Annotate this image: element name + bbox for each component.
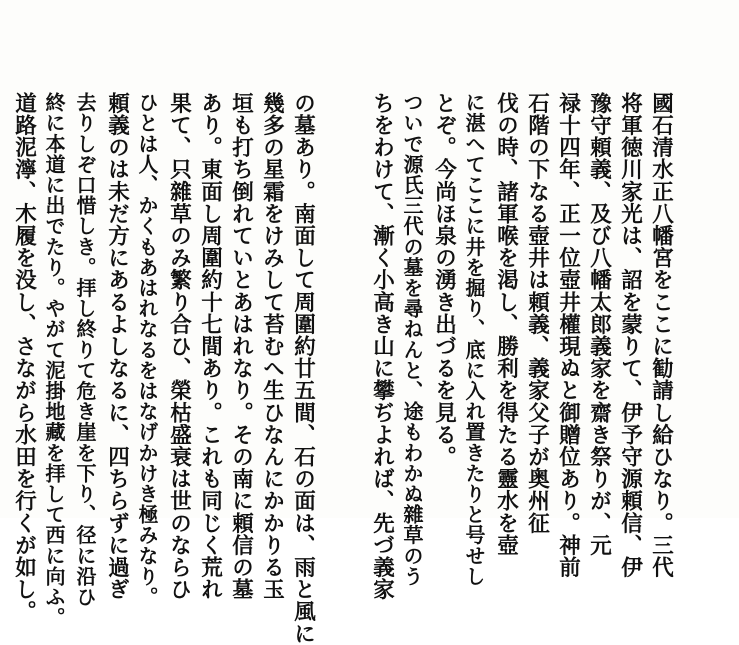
text-column: 道路泥濘、木履を没し、さながら水田を行くが如し。 bbox=[11, 92, 37, 623]
text-column: 伐の時、諸軍喉を渇し、勝利を得たる靈水を壺 bbox=[493, 92, 519, 557]
text-column: ひとは人、かくもあはれなるをはなげかけき極みなり。 bbox=[135, 92, 159, 607]
text-column: 幾多の星霜をけみして苔むへ生ひなんにかかりる玉 bbox=[259, 92, 285, 601]
text-column: 去りしぞ口惜しき。拝し終りて危き崖を下り、径に沿ひ bbox=[73, 92, 97, 607]
text-column: 石階の下なる壺井は頼義、義家父子が奥州征 bbox=[524, 92, 550, 534]
text-column: 垣も打ち倒れていとあはれなり。その南に頼信の墓 bbox=[228, 92, 254, 601]
text-column: ちをわけて、漸く小高き山に攀ぢよれば、先づ義家 bbox=[369, 92, 395, 601]
text-column: 豫守頼義、及び八幡太郎義家を齋き祭りが、元 bbox=[586, 92, 612, 557]
text-column: の墓あり。南面して周圍約廿五間、石の面は、雨と風に bbox=[290, 92, 316, 645]
text-column: 頼義のは未だ方にあるよしなるに、四ちらずに過ぎ bbox=[104, 92, 130, 601]
text-column: とぞ。今尚ほ泉の湧き出づるを見る。 bbox=[431, 92, 457, 468]
text-column: 國石清水正八幡宮をここに勧請し給ひなり。三代 bbox=[648, 92, 674, 579]
text-column: 将軍徳川家光は、詔を蒙りて、伊予守源頼信、伊 bbox=[617, 92, 643, 579]
text-column: 終に本道に出でたり。やがて泥掛地藏を拝して西に向ふ。 bbox=[42, 92, 66, 628]
text-column: あり。東面し周圍約十七間あり。これも同じく荒れ bbox=[197, 92, 223, 601]
text-column: 禄十四年、正一位壺井權現ぬと御贈位あり。神前 bbox=[555, 92, 581, 579]
text-column: に湛へてここに井を掘り、底に入れ置きたりと号せし bbox=[462, 92, 486, 587]
text-column: 果て、只雜草のみ繁り合ひ、榮枯盛衰は世のならひ bbox=[166, 92, 192, 601]
text-column: ついで源氏三代の墓を尋ねんと、途もわかぬ雜草のう bbox=[400, 92, 424, 587]
